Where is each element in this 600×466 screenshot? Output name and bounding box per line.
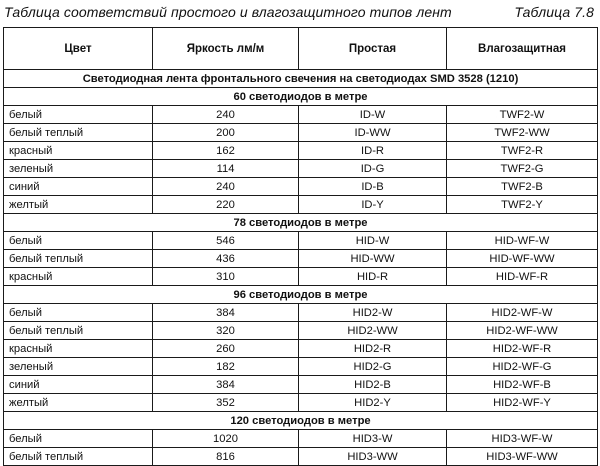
cell-waterproof: HID2-WF-G [447, 358, 598, 376]
cell-color: желтый [4, 394, 153, 412]
table-row [4, 268, 598, 286]
table-row [4, 322, 598, 340]
group-title: 120 светодиодов в метре [4, 412, 598, 430]
cell-brightness: 220 [153, 196, 299, 214]
group-title: 96 светодиодов в метре [4, 286, 598, 304]
cell-simple: HID-W [299, 232, 447, 250]
table-header [4, 28, 598, 70]
table-row [4, 358, 598, 376]
table-row [4, 196, 598, 214]
cell-simple: HID2-Y [299, 394, 447, 412]
cell-waterproof: TWF2-G [447, 160, 598, 178]
table-row [4, 430, 598, 448]
cell-color: белый теплый [4, 322, 153, 340]
group-row [4, 286, 598, 304]
header-brightness: Яркость лм/м [153, 28, 299, 70]
cell-color: красный [4, 268, 153, 286]
cell-brightness: 320 [153, 322, 299, 340]
cell-color: белый [4, 430, 153, 448]
cell-waterproof: HID2-WF-Y [447, 394, 598, 412]
table-row [4, 160, 598, 178]
cell-color: синий [4, 178, 153, 196]
cell-brightness: 240 [153, 178, 299, 196]
cell-color: белый теплый [4, 448, 153, 466]
cell-color: белый [4, 232, 153, 250]
cell-brightness: 352 [153, 394, 299, 412]
cell-waterproof: TWF2-R [447, 142, 598, 160]
table-row [4, 250, 598, 268]
cell-waterproof: HID3-WF-WW [447, 448, 598, 466]
cell-waterproof: HID2-WF-WW [447, 322, 598, 340]
cell-color: желтый [4, 196, 153, 214]
cell-brightness: 162 [153, 142, 299, 160]
cell-waterproof: HID2-WF-B [447, 376, 598, 394]
cell-simple: ID-W [299, 106, 447, 124]
section-title: Светодиодная лента фронтального свечения на светодиодах SMD 3528 (1210) [4, 70, 598, 88]
cell-waterproof: TWF2-WW [447, 124, 598, 142]
table-row [4, 394, 598, 412]
group-row [4, 412, 598, 430]
cell-waterproof: HID-WF-W [447, 232, 598, 250]
header-waterproof: Влагозащитная [447, 28, 598, 70]
table-row [4, 304, 598, 322]
group-row [4, 214, 598, 232]
cell-brightness: 384 [153, 304, 299, 322]
cell-simple: ID-G [299, 160, 447, 178]
cell-color: белый теплый [4, 124, 153, 142]
cell-color: красный [4, 340, 153, 358]
cell-brightness: 816 [153, 448, 299, 466]
cell-simple: HID2-WW [299, 322, 447, 340]
cell-simple: HID2-R [299, 340, 447, 358]
cell-waterproof: HID2-WF-W [447, 304, 598, 322]
table-row [4, 340, 598, 358]
cell-simple: HID-R [299, 268, 447, 286]
cell-waterproof: HID-WF-WW [447, 250, 598, 268]
table-row [4, 124, 598, 142]
cell-color: белый теплый [4, 250, 153, 268]
cell-waterproof: TWF2-Y [447, 196, 598, 214]
table-row [4, 376, 598, 394]
header-row [4, 28, 598, 70]
cell-brightness: 384 [153, 376, 299, 394]
table-caption-title: Таблица соответствий простого и влагозащитного типов лент [4, 4, 452, 20]
cell-brightness: 310 [153, 268, 299, 286]
cell-simple: ID-WW [299, 124, 447, 142]
cell-brightness: 240 [153, 106, 299, 124]
cell-brightness: 1020 [153, 430, 299, 448]
cell-brightness: 546 [153, 232, 299, 250]
cell-color: зеленый [4, 358, 153, 376]
group-title: 78 светодиодов в метре [4, 214, 598, 232]
cell-waterproof: HID2-WF-R [447, 340, 598, 358]
table-row [4, 106, 598, 124]
cell-simple: HID2-W [299, 304, 447, 322]
cell-color: синий [4, 376, 153, 394]
cell-brightness: 114 [153, 160, 299, 178]
table-row [4, 142, 598, 160]
table-number: Таблица 7.8 [514, 4, 594, 20]
table-body [4, 70, 598, 466]
cell-simple: ID-R [299, 142, 447, 160]
cell-color: белый [4, 304, 153, 322]
cell-waterproof: TWF2-W [447, 106, 598, 124]
cell-simple: HID2-G [299, 358, 447, 376]
cell-simple: HID3-W [299, 430, 447, 448]
cell-simple: HID-WW [299, 250, 447, 268]
led-strip-table [3, 27, 598, 466]
cell-brightness: 182 [153, 358, 299, 376]
cell-simple: HID3-WW [299, 448, 447, 466]
table-caption [4, 2, 594, 22]
cell-waterproof: HID3-WF-W [447, 430, 598, 448]
cell-brightness: 200 [153, 124, 299, 142]
group-row [4, 88, 598, 106]
cell-waterproof: HID-WF-R [447, 268, 598, 286]
cell-waterproof: TWF2-B [447, 178, 598, 196]
cell-brightness: 436 [153, 250, 299, 268]
cell-simple: ID-B [299, 178, 447, 196]
header-simple: Простая [299, 28, 447, 70]
cell-color: зеленый [4, 160, 153, 178]
header-color: Цвет [4, 28, 153, 70]
group-title: 60 светодиодов в метре [4, 88, 598, 106]
cell-simple: HID2-B [299, 376, 447, 394]
table-row [4, 232, 598, 250]
cell-color: красный [4, 142, 153, 160]
section-title-row [4, 70, 598, 88]
cell-brightness: 260 [153, 340, 299, 358]
cell-simple: ID-Y [299, 196, 447, 214]
cell-color: белый [4, 106, 153, 124]
table-row [4, 178, 598, 196]
